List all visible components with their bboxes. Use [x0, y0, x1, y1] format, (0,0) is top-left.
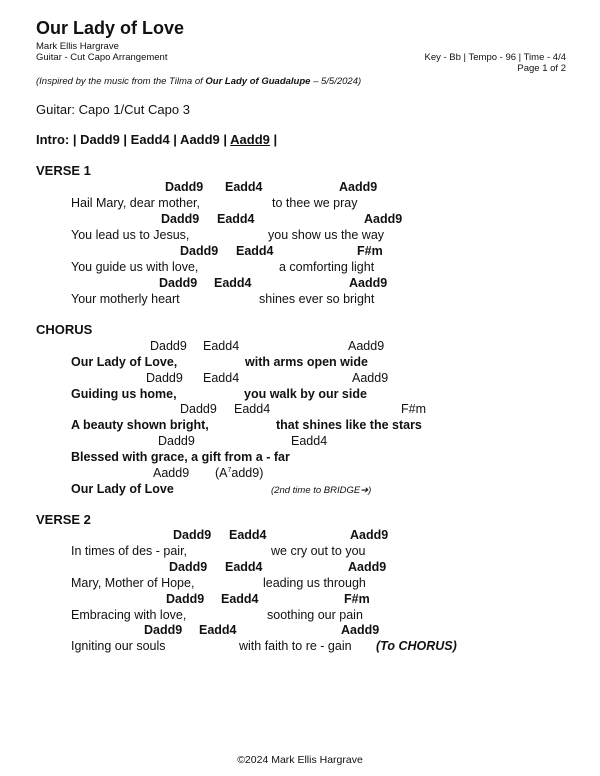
lyric: you show us the way: [268, 228, 385, 242]
chord: Dadd9: [161, 212, 200, 226]
bridge-note: (2nd time to BRIDGE➔): [271, 485, 372, 496]
composer: Mark Ellis Hargrave: [36, 41, 119, 52]
section-heading-verse-2: VERSE 2: [36, 512, 91, 527]
inspiration-note: (Inspired by the music from the Tilma of Our Lady of Guadalupe – 5/5/2024): [36, 76, 362, 87]
lyric: soothing our pain: [267, 608, 363, 622]
lyric: Our Lady of Love,: [71, 355, 178, 369]
chord: Dadd9: [165, 180, 204, 194]
chord: Dadd9: [150, 339, 187, 353]
lyric: shines ever so bright: [259, 292, 375, 306]
chord: Aadd9: [350, 528, 389, 542]
section-heading-chorus: CHORUS: [36, 322, 93, 337]
chord: Aadd9: [349, 276, 388, 290]
lyric: You lead us to Jesus,: [71, 228, 190, 242]
chord: Dadd9: [144, 623, 183, 637]
lyric: with faith to re - gain: [239, 639, 352, 653]
page-number: Page 1 of 2: [517, 63, 566, 74]
chord: Aadd9: [364, 212, 403, 226]
chord: Eadd4: [214, 276, 252, 290]
capo-instruction: Guitar: Capo 1/Cut Capo 3: [36, 102, 190, 117]
chord: Eadd4: [203, 371, 240, 385]
chord: Aadd9: [153, 466, 190, 480]
chord: Dadd9: [146, 371, 183, 385]
chord: Aadd9: [339, 180, 378, 194]
lyric: Mary, Mother of Hope,: [71, 576, 195, 590]
lyric: we cry out to you: [271, 544, 366, 558]
chord: F#m: [357, 244, 383, 258]
chord: Eadd4: [203, 339, 240, 353]
lyric: you walk by our side: [244, 387, 367, 401]
chord: Dadd9: [180, 244, 219, 258]
lyric: You guide us with love,: [71, 260, 199, 274]
lyric: Igniting our souls: [71, 639, 166, 653]
lyric: A beauty shown bright,: [71, 418, 209, 432]
copyright-footer: ©2024 Mark Ellis Hargrave: [237, 754, 363, 766]
chord: Eadd4: [225, 180, 263, 194]
chord: Dadd9: [180, 402, 217, 416]
chord: F#m: [344, 592, 370, 606]
chord: Aadd9: [341, 623, 380, 637]
chord: Eadd4: [221, 592, 259, 606]
chord: Aadd9: [352, 371, 389, 385]
chord: Dadd9: [173, 528, 212, 542]
lyric: to thee we pray: [272, 196, 358, 210]
section-heading-verse-1: VERSE 1: [36, 163, 91, 178]
chord: Eadd4: [199, 623, 237, 637]
chord: Dadd9: [169, 560, 208, 574]
chord: Eadd4: [225, 560, 263, 574]
chord: Eadd4: [217, 212, 255, 226]
intro-line: Intro: | Dadd9 | Eadd4 | Aadd9 | Aadd9 |: [36, 132, 278, 147]
chord: Eadd4: [291, 434, 328, 448]
lyric: Guiding us home,: [71, 387, 177, 401]
lyric: Hail Mary, dear mother,: [71, 196, 200, 210]
chord: Dadd9: [158, 434, 195, 448]
chord: Eadd4: [236, 244, 274, 258]
lyric: Our Lady of Love: [71, 482, 174, 496]
chord: $(A^7add9)$: [215, 466, 264, 480]
chord: Dadd9: [159, 276, 198, 290]
lyric: with arms open wide: [245, 355, 368, 369]
arrangement: Guitar - Cut Capo Arrangement: [36, 52, 168, 63]
chord: Aadd9: [348, 339, 385, 353]
lyric: that shines like the stars: [276, 418, 422, 432]
chord: Eadd4: [234, 402, 271, 416]
song-title: Our Lady of Love: [36, 18, 185, 38]
chorus-note: (To CHORUS): [376, 639, 457, 653]
lyric: In times of des - pair,: [71, 544, 188, 558]
chord: Aadd9: [348, 560, 387, 574]
lyric: a comforting light: [279, 260, 375, 274]
lyric: leading us through: [263, 576, 366, 590]
lyric: Embracing with love,: [71, 608, 187, 622]
lyric: Your motherly heart: [71, 292, 180, 306]
chord: F#m: [401, 402, 426, 416]
chord: Eadd4: [229, 528, 267, 542]
song-meta: Key - Bb | Tempo - 96 | Time - 4/4: [424, 52, 566, 63]
chord: Dadd9: [166, 592, 205, 606]
lyric: Blessed with grace, a gift from a - far: [71, 450, 290, 464]
